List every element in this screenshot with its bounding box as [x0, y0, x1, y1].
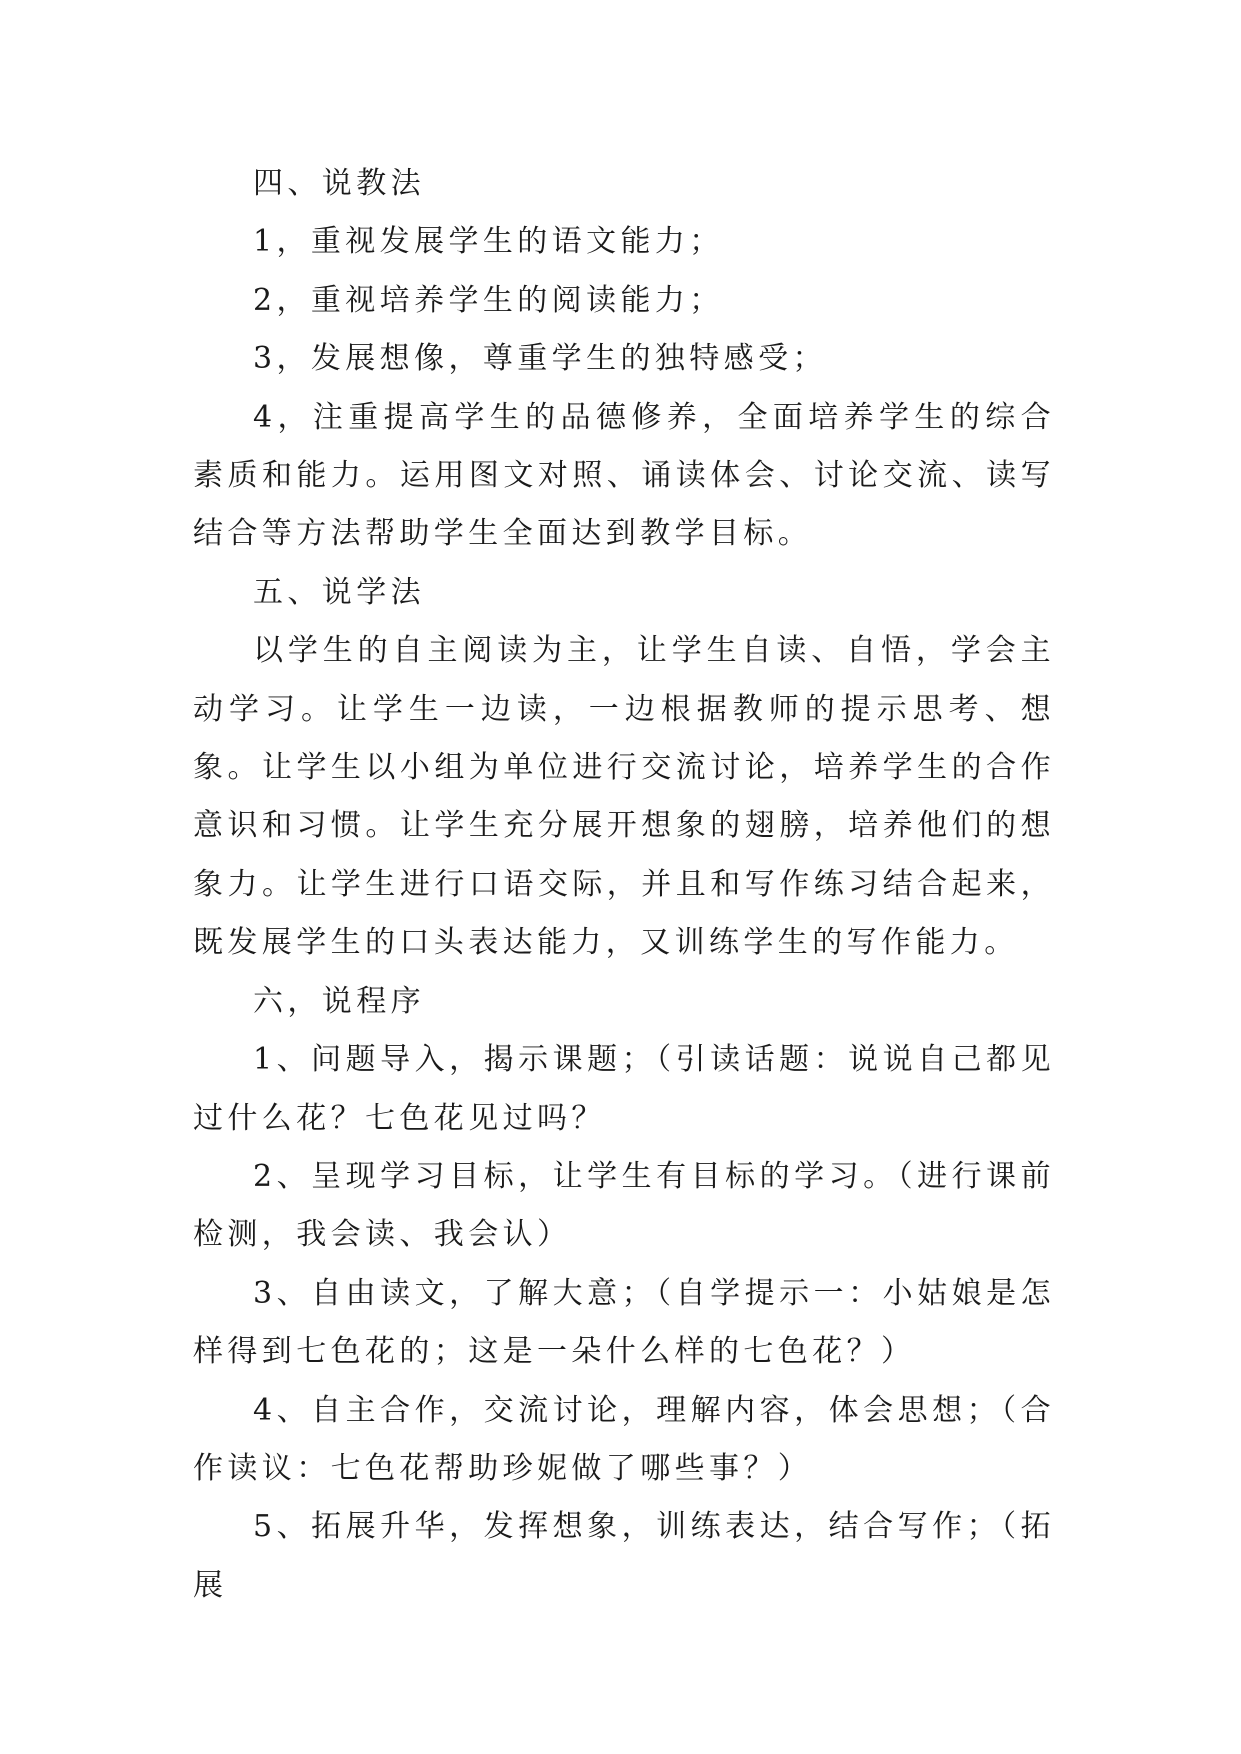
procedure-step-3: 3、自由读文，了解大意；（自学提示一：小姑娘是怎样得到七色花的；这是一朵什么样的七色花？）: [193, 1275, 1055, 1370]
list-item-teaching-3: 3，发展想像，尊重学生的独特感受；: [253, 341, 827, 377]
procedure-step-2: 2、呈现学习目标，让学生有目标的学习。（进行课前检测，我会读、我会认）: [193, 1158, 1055, 1253]
procedure-step-1: 1、问题导入，揭示课题；（引读话题：说说自己都见过什么花？七色花见过吗？: [193, 1042, 1055, 1136]
document-page: [193, 155, 1055, 1615]
procedure-step-4: 4、自主合作，交流讨论，理解内容，体会思想；（合作读议：七色花帮助珍妮做了哪些事？）: [193, 1392, 1055, 1486]
heading-teaching-methods: 四、说教法: [253, 166, 425, 201]
list-item-teaching-4: 4，注重提高学生的品德修养，全面培养学生的综合素质和能力。运用图文对照、诵读体会、讨论交流、读写结合等方法帮助学生全面达到教学目标。: [193, 399, 1055, 552]
list-item-teaching-1: 1，重视发展学生的语文能力；: [253, 224, 724, 260]
procedure-step-5: 5、拓展升华，发挥想象，训练表达，结合写作；（拓展: [193, 1509, 1055, 1603]
learning-methods-body: 以学生的自主阅读为主，让学生自读、自悟，学会主动学习。让学生一边读，一边根据教师的提示思考、想象。让学生以小组为单位进行交流讨论，培养学生的合作意识和习惯。让学生充分展开想象的翅膀，培养他们的想象力。让学生进行口语交际，并且和写作练习结合起来，既发展学生的口头表达能力，又训练学生的写作能力。: [193, 633, 1055, 961]
heading-learning-methods: 五、说学法: [253, 574, 425, 610]
heading-procedure: 六，说程序: [253, 983, 425, 1019]
list-item-teaching-2: 2，重视培养学生的阅读能力；: [253, 282, 724, 318]
